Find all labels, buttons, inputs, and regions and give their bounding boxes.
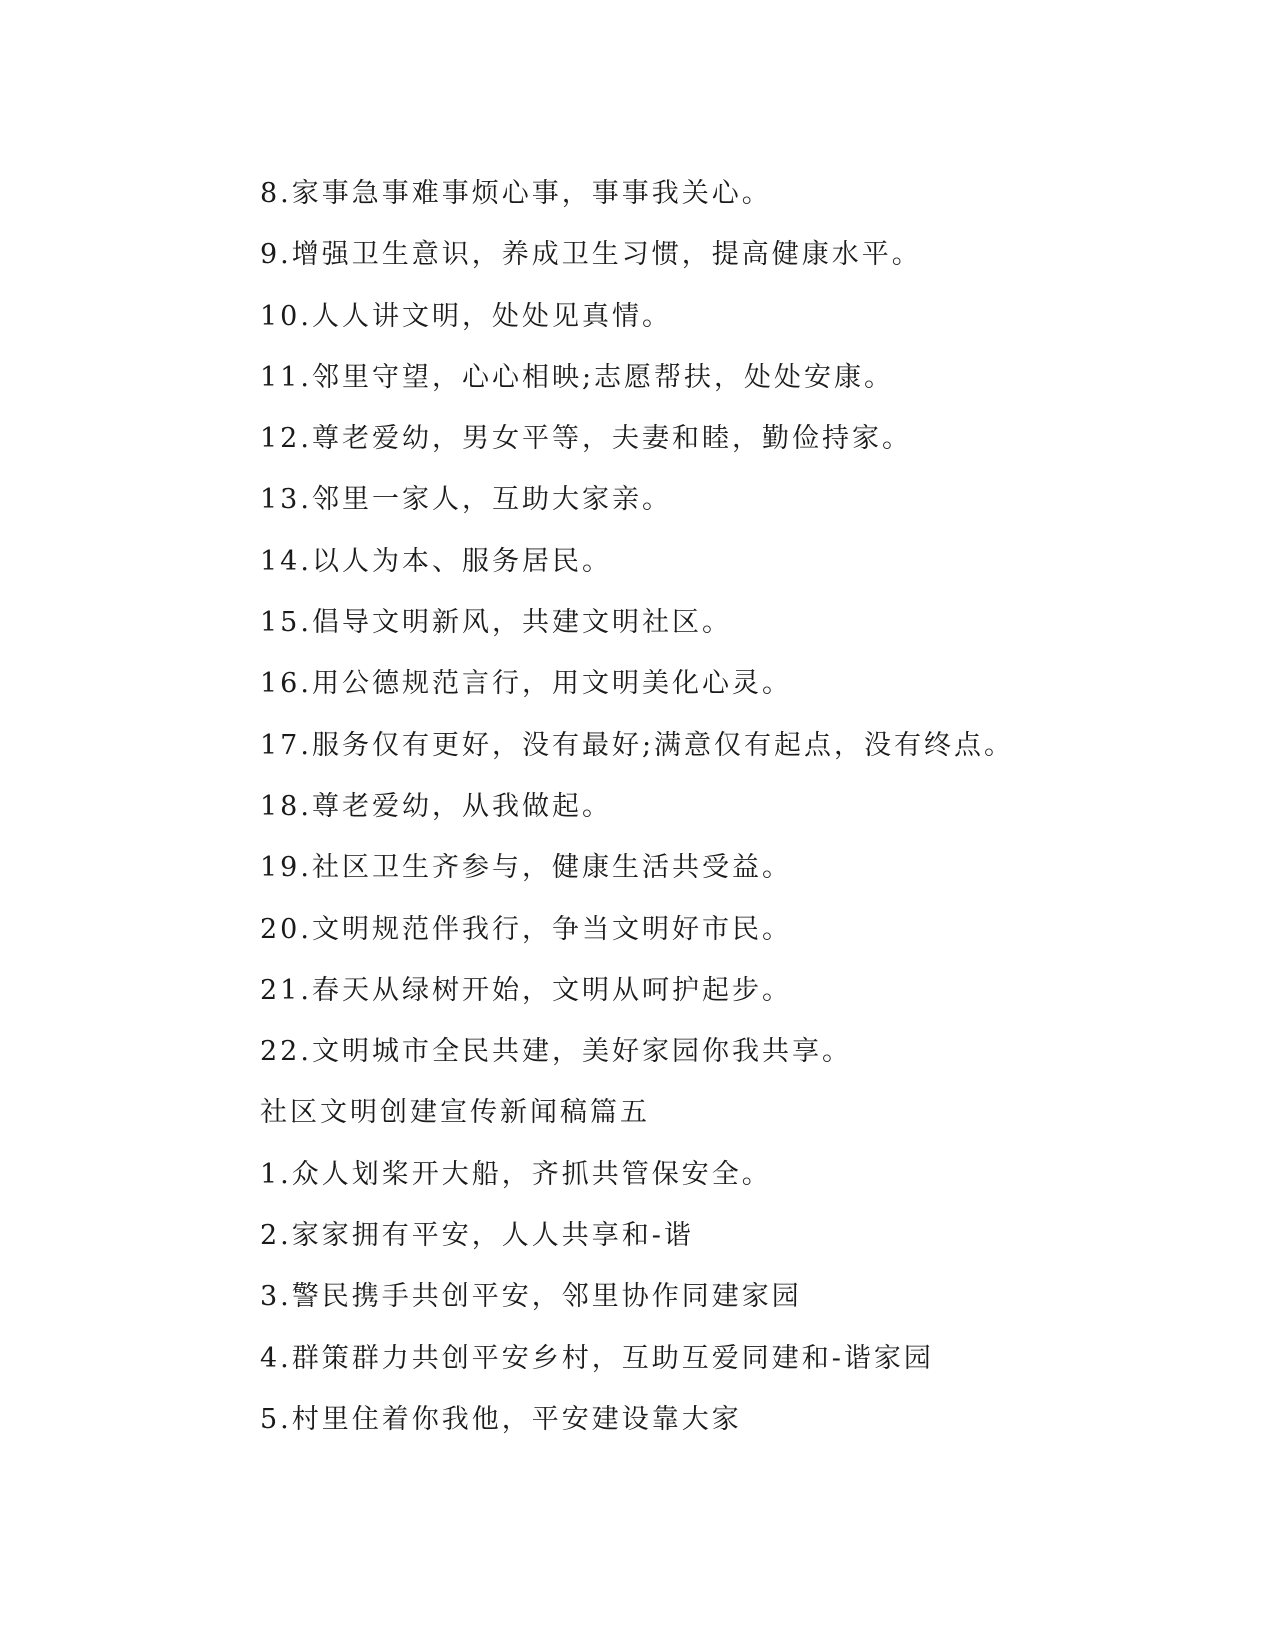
text-line: 8.家事急事难事烦心事，事事我关心。 [260,178,772,209]
text-line: 17.服务仅有更好，没有最好;满意仅有起点，没有终点。 [260,729,1015,761]
text-line: 5.村里住着你我他，平安建设靠大家 [260,1403,742,1435]
section-heading: 社区文明创建宣传新闻稿篇五 [260,1097,650,1129]
text-line: 20.文明规范伴我行，争当文明好市民。 [260,913,792,945]
text-line: 10.人人讲文明，处处见真情。 [260,300,672,332]
text-line: 2.家家拥有平安，人人共享和-谐 [260,1220,694,1252]
text-line: 1.众人划桨开大船，齐抓共管保安全。 [260,1158,772,1190]
text-line: 12.尊老爱幼，男女平等，夫妻和睦，勤俭持家。 [260,423,912,455]
text-line: 4.群策群力共创平安乡村，互助互爱同建和-谐家园 [260,1342,934,1374]
text-line: 19.社区卫生齐参与，健康生活共受益。 [260,852,792,884]
text-line: 14.以人为本、服务居民。 [260,545,612,577]
text-line: 22.文明城市全民共建，美好家园你我共享。 [260,1036,852,1068]
text-line: 16.用公德规范言行，用文明美化心灵。 [260,668,792,700]
document-body [260,163,1220,1450]
text-line: 18.尊老爱幼，从我做起。 [260,790,612,822]
text-line: 21.春天从绿树开始，文明从呵护起步。 [260,974,792,1006]
text-line: 15.倡导文明新风，共建文明社区。 [260,607,732,639]
text-line: 13.邻里一家人，互助大家亲。 [260,484,672,516]
text-line: 11.邻里守望，心心相映;志愿帮扶，处处安康。 [260,361,895,393]
text-line: 9.增强卫生意识，养成卫生习惯，提高健康水平。 [260,239,922,271]
text-line: 3.警民携手共创平安，邻里协作同建家园 [260,1281,802,1313]
